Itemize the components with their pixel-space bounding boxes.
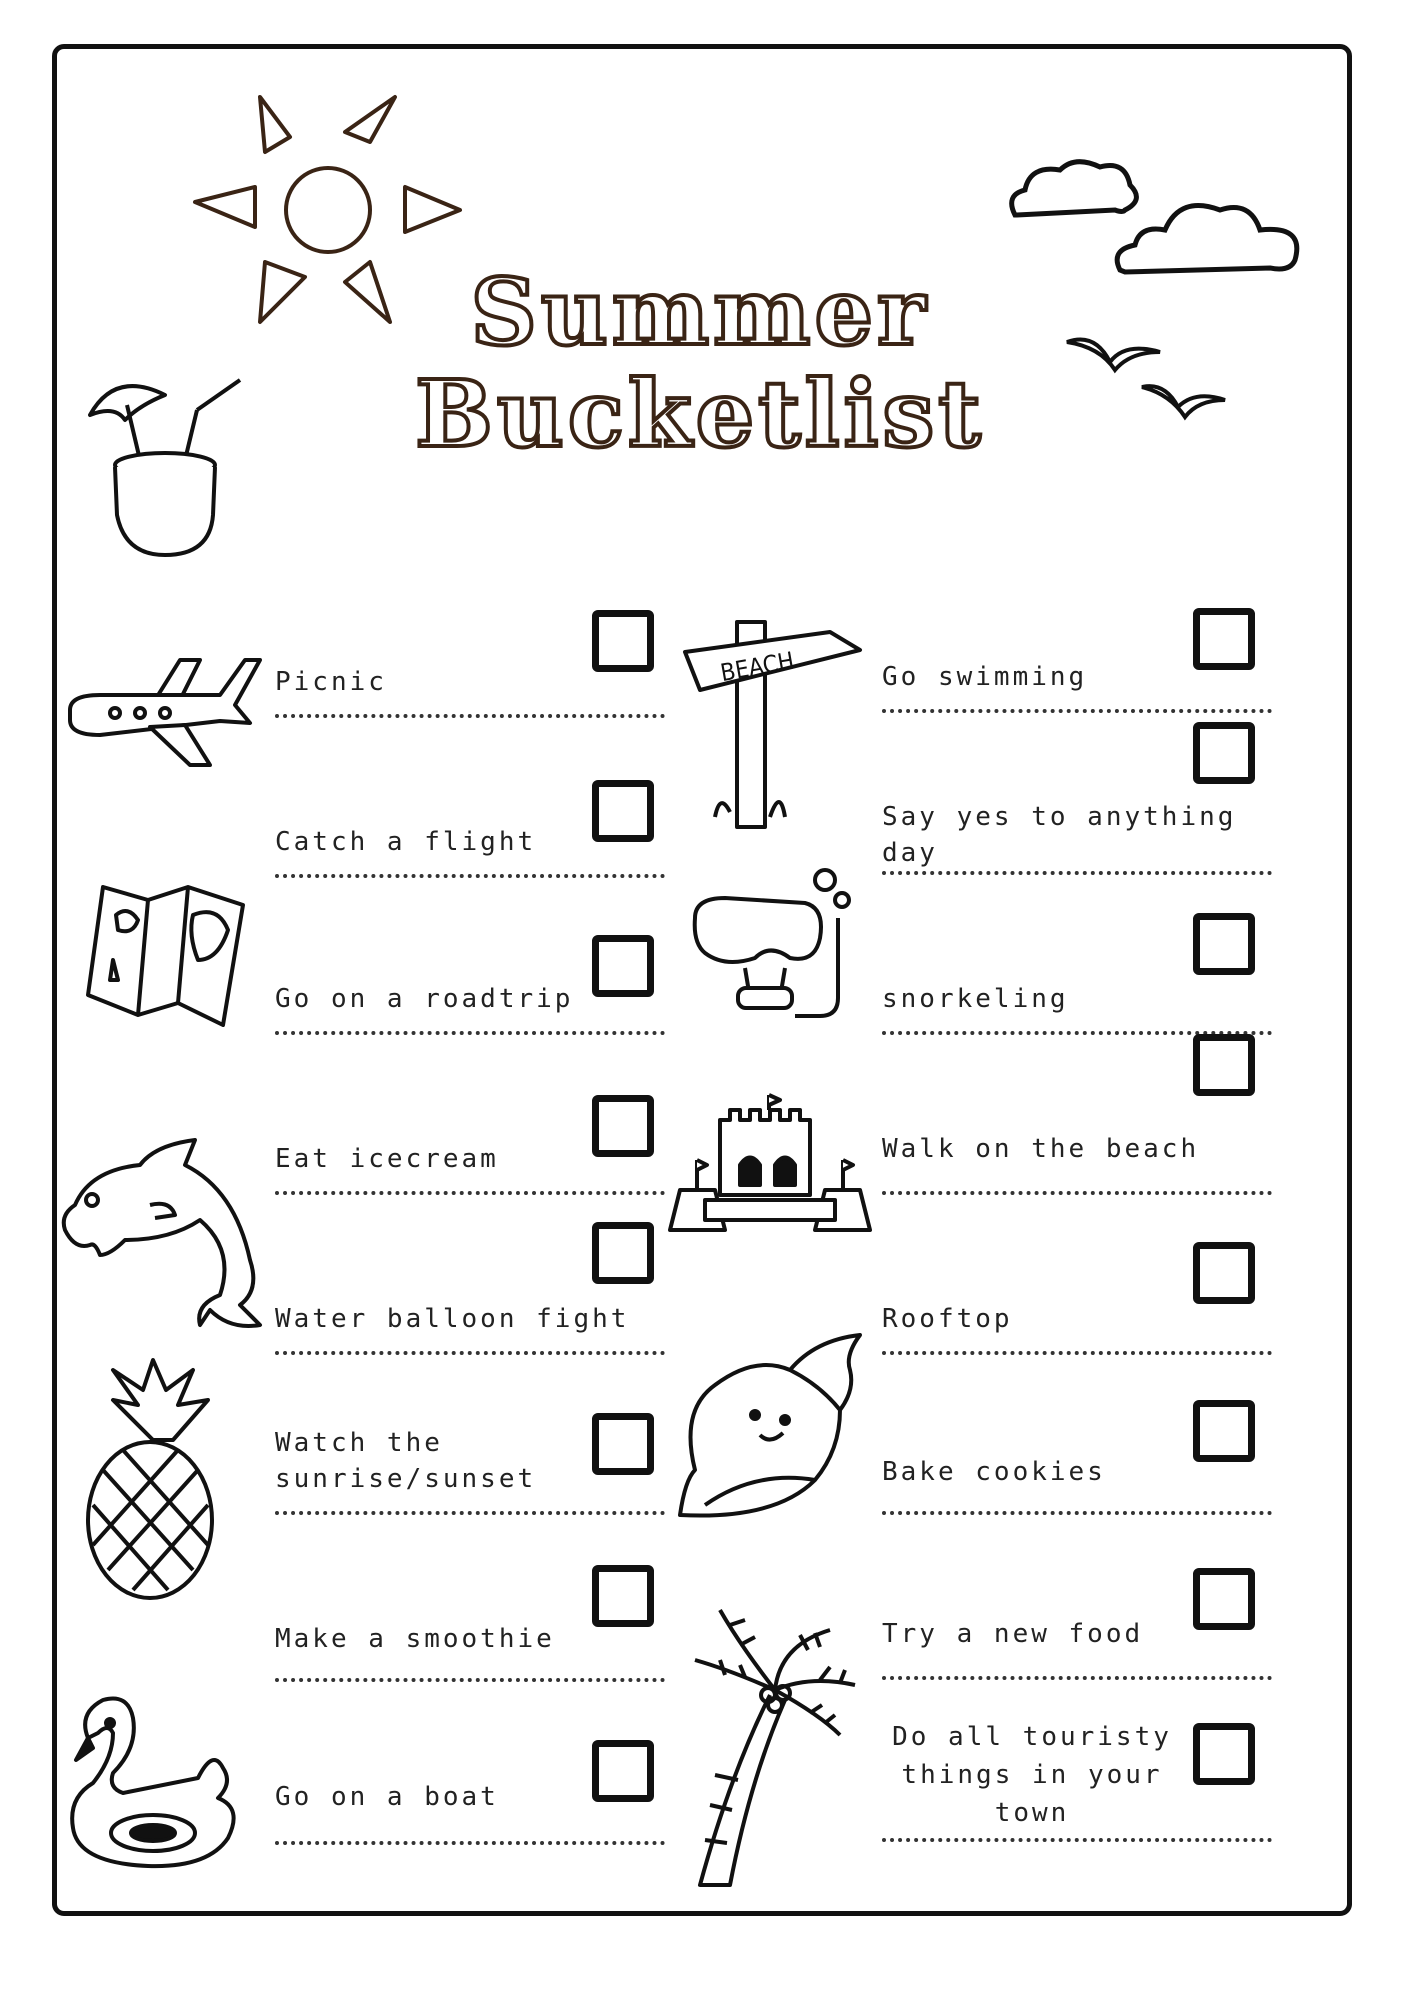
checkbox[interactable] <box>592 935 654 997</box>
item-label: Picnic <box>275 667 387 697</box>
list-item <box>882 984 1272 1035</box>
checkbox[interactable] <box>1193 722 1255 784</box>
map-icon <box>88 885 248 1025</box>
bird-icon <box>1140 382 1230 422</box>
list-item <box>275 1624 665 1682</box>
list-item <box>275 984 665 1035</box>
list-item <box>882 802 1272 875</box>
list-item <box>882 1457 1272 1515</box>
beach-sign-icon <box>685 622 865 832</box>
dotted-line <box>275 1191 665 1195</box>
dotted-line <box>275 1841 665 1845</box>
checkbox[interactable] <box>1193 1034 1255 1096</box>
pineapple-icon <box>78 1355 233 1600</box>
snorkel-mask-icon <box>690 868 855 1018</box>
dotted-line <box>882 1676 1272 1680</box>
title-line-2: Bucketlist <box>415 360 985 468</box>
item-label: Go swimming <box>882 662 1088 692</box>
title-line-1: Summer <box>470 258 930 366</box>
item-label: Try a new food <box>882 1619 1144 1649</box>
checkbox[interactable] <box>592 1095 654 1157</box>
list-item <box>882 662 1272 713</box>
dotted-line <box>882 1191 1272 1195</box>
cloud-icon <box>1110 190 1310 280</box>
checkbox[interactable] <box>1193 1242 1255 1304</box>
beach-sign-text: BEACH <box>718 646 797 688</box>
list-item <box>882 1304 1272 1355</box>
list-item <box>275 1782 665 1845</box>
checkbox[interactable] <box>1193 1568 1255 1630</box>
dotted-line <box>882 1838 1272 1842</box>
dotted-line <box>275 1351 665 1355</box>
checkbox[interactable] <box>1193 913 1255 975</box>
checkbox[interactable] <box>592 1740 654 1802</box>
dotted-line <box>275 714 665 718</box>
item-label: Say yes to anything day <box>882 802 1237 868</box>
dotted-line <box>882 1511 1272 1515</box>
item-label: Make a smoothie <box>275 1624 555 1654</box>
dotted-line <box>275 1031 665 1035</box>
palm-tree-icon <box>690 1605 865 1890</box>
list-item <box>882 1619 1272 1680</box>
item-label: snorkeling <box>882 984 1069 1014</box>
checkbox[interactable] <box>592 1413 654 1475</box>
list-item <box>275 667 665 718</box>
item-label: Bake cookies <box>882 1457 1106 1487</box>
list-item <box>275 1304 665 1355</box>
item-label: Do all touristy things in your town <box>892 1722 1172 1828</box>
item-label: Rooftop <box>882 1304 1013 1334</box>
list-item <box>275 827 665 878</box>
dotted-line <box>882 871 1272 875</box>
checkbox[interactable] <box>592 610 654 672</box>
sandcastle-icon <box>665 1095 875 1235</box>
checkbox[interactable] <box>1193 1400 1255 1462</box>
seashell-icon <box>675 1330 865 1525</box>
checkbox[interactable] <box>592 1565 654 1627</box>
checkbox[interactable] <box>1193 608 1255 670</box>
list-item <box>882 1134 1272 1195</box>
bird-icon <box>1065 332 1165 377</box>
checkbox[interactable] <box>592 1222 654 1284</box>
dotted-line <box>882 1351 1272 1355</box>
dotted-line <box>275 874 665 878</box>
item-label: Watch the sunrise/sunset <box>275 1428 537 1494</box>
dotted-line <box>275 1511 665 1515</box>
item-label: Go on a boat <box>275 1782 499 1812</box>
list-item <box>275 1144 665 1195</box>
item-label: Go on a roadtrip <box>275 984 574 1014</box>
dotted-line <box>882 709 1272 713</box>
item-label: Catch a flight <box>275 827 537 857</box>
item-label: Water balloon fight <box>275 1304 630 1334</box>
dolphin-icon <box>60 1130 265 1330</box>
list-item <box>275 1428 665 1515</box>
checkbox[interactable] <box>1193 1723 1255 1785</box>
list-item <box>882 1722 1272 1842</box>
item-label: Eat icecream <box>275 1144 499 1174</box>
dotted-line <box>275 1678 665 1682</box>
flamingo-float-icon <box>68 1688 243 1868</box>
checkbox[interactable] <box>592 780 654 842</box>
coconut-drink-icon <box>85 375 255 560</box>
item-label: Walk on the beach <box>882 1134 1200 1164</box>
airplane-icon <box>60 655 265 765</box>
